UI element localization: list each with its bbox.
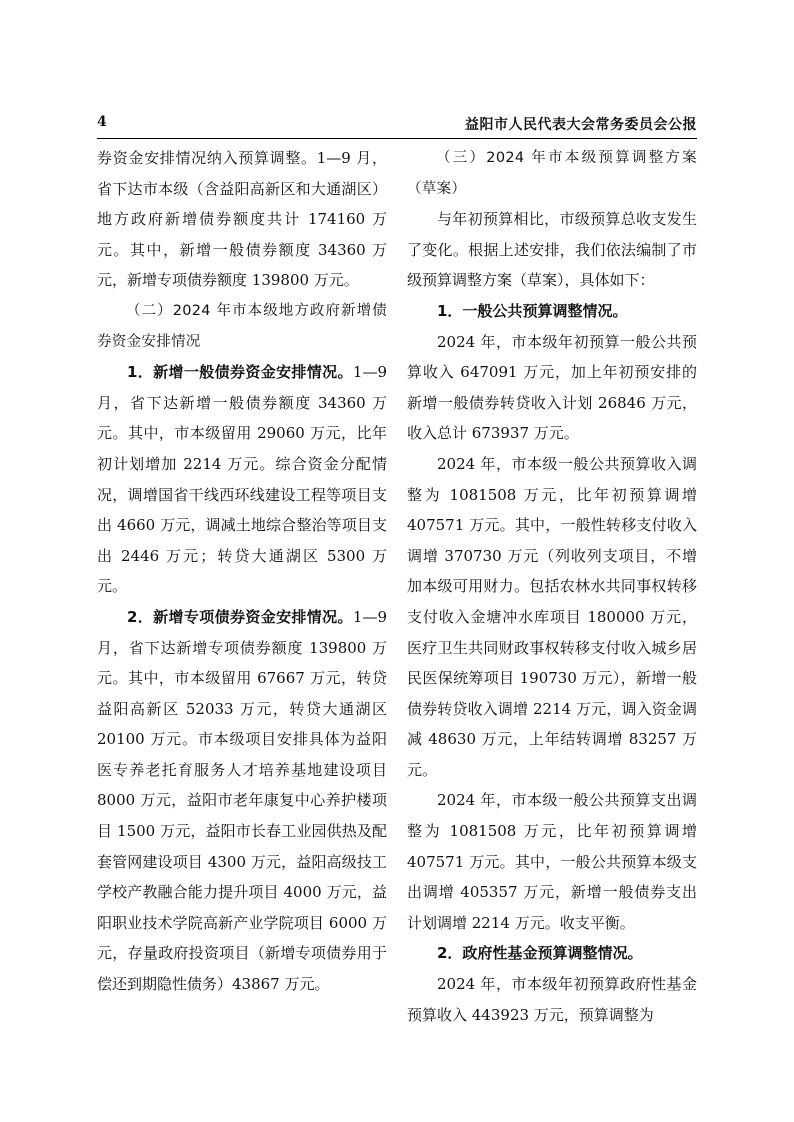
paragraph: 与年初预算相比，市级预算总收支发生了变化。根据上述安排，我们依法编制了市级预算调整方案（草案），具体如下： [407,210,697,290]
item-heading: 2．新增专项债券资金安排情况。 [127,607,353,626]
paragraph: 券资金安排情况纳入预算调整。1—9 月，省下达市本级（含益阳高新区和大通湖区）地方政府新增债券额度共计 174160 万元。其中，新增一般债券额度 34360 万元，新增专项债券额度 139800 万元。 [97,149,387,290]
item-heading: 1．一般公共预算调整情况。 [437,301,628,320]
paragraph [97,602,387,1000]
right-column [407,143,697,1030]
paragraph: 2024 年，市本级一般公共预算收入调整为 1081508 万元，比年初预算调增 407571 万元。其中，一般性转移支付收入调增 370730 万元（列收列支项目，不增加本级可用财力。包括农林水共同事权转移支付收入金塘冲水库项目 180000 万元，医疗卫生共同财政事权转移支付收入城乡居民医保统筹项目 190730 万元），新增一般债券转贷收入调增 2214 万元，调入资金调减 48630 万元，上年结转调增 83257 万元。 [407,454,697,779]
paragraph [97,357,387,602]
paragraph: 2024 年，市本级年初预算一般公共预算收入 647091 万元，加上年初预安排的新增一般债券转贷收入计划 26846 万元，收入总计 673937 万元。 [407,332,697,443]
item-text: 1—9 月，省下达新增一般债券额度 34360 万元。其中，市本级留用 29060 万元，比年初计划增加 2214 万元。综合资金分配情况，调增国省干线西环线建设工程等项目支出 4660 万元，调减土地综合整治等项目支出 2446 万元；转贷大通湖区 5300 万元。 [97,363,387,596]
paragraph: 2024 年，市本级年初预算政府性基金预算收入 443923 万元，预算调整为 [407,975,697,1024]
item-text: 1—9 月，省下达新增专项债券额度 139800 万元。其中，市本级留用 67667 万元，转贷益阳高新区 52033 万元，转贷大通湖区 20100 万元。市本级项目安排具体为益阳医专养老托育服务人才培养基地建设项目 8000 万元，益阳市老年康复中心养护楼项目 1500 万元，益阳市长春工业园供热及配套管网建设项目 4300 万元，益阳高级技工学校产教融合能力提升项目 4000 万元，益阳职业技术学院高新产业学院项目 6000 万元，存量政府投资项目（新增专项债券用于偿还到期隐性债务）43867 万元。 [97,607,387,994]
page-number: 4 [97,114,107,130]
item-heading: 2．政府性基金预算调整情况。 [437,944,643,963]
item-heading: 1．新增一般债券资金安排情况。 [127,363,353,382]
journal-title: 益阳市人民代表大会常务委员会公报 [465,117,697,133]
section-title: （三）2024 年市本级预算调整方案（草案） [407,150,697,197]
left-column [97,143,387,1000]
section-title: （二）2024 年市本级地方政府新增债券资金安排情况 [97,302,387,350]
paragraph: 2024 年，市本级一般公共预算支出调整为 1081508 万元，比年初预算调增 407571 万元。其中，一般公共预算本级支出调增 405357 万元，新增一般债券支出计划调增 2214 万元。收支平衡。 [407,791,697,932]
page-header [97,112,697,139]
